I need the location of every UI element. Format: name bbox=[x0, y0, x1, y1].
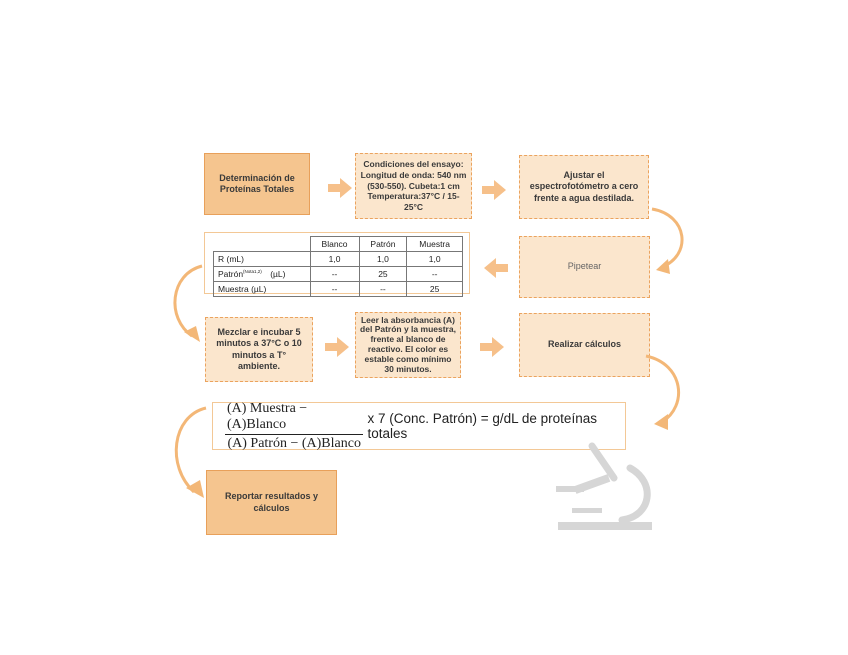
table-row bbox=[214, 282, 463, 297]
ajustar-box bbox=[519, 155, 649, 219]
condiciones-box bbox=[355, 153, 472, 219]
curved-arrow-icon bbox=[166, 262, 208, 348]
table-header-cell bbox=[214, 237, 311, 252]
table-row bbox=[214, 252, 463, 267]
table-cell: Muestra (µL) bbox=[214, 282, 311, 297]
table-cell: -- bbox=[359, 282, 407, 297]
right-arrow-icon bbox=[482, 180, 506, 200]
table-cell: -- bbox=[407, 267, 463, 282]
formula-rest: x 7 (Conc. Patrón) = g/dL de proteínas totales bbox=[367, 411, 597, 441]
ajustar-label: Ajustar el espectrofotómetro a cero frente a agua destilada. bbox=[529, 170, 639, 203]
mezclar-box bbox=[205, 317, 313, 382]
right-arrow-icon bbox=[328, 178, 352, 198]
left-arrow-icon bbox=[484, 258, 508, 278]
table-cell: -- bbox=[310, 267, 359, 282]
realizar-label: Realizar cálculos bbox=[547, 339, 622, 350]
table-cell bbox=[214, 267, 311, 282]
patron-label: Patrón bbox=[218, 269, 244, 279]
pipetear-label: Pipetear bbox=[567, 261, 602, 272]
formula-numerator: (A) Muestra − (A)Blanco bbox=[225, 401, 363, 435]
determinacion-label: Determinación de Proteínas Totales bbox=[219, 172, 295, 194]
table-header-cell: Blanco bbox=[310, 237, 359, 252]
table-cell: 25 bbox=[407, 282, 463, 297]
formula-fraction bbox=[225, 401, 363, 452]
mezclar-label: Mezclar e incubar 5 minutos a 37°C o 10 minutos a T° ambiente. bbox=[216, 327, 302, 371]
pipetear-box bbox=[519, 236, 650, 298]
leer-box bbox=[355, 312, 461, 378]
table-cell: 1,0 bbox=[407, 252, 463, 267]
table-cell: 25 bbox=[359, 267, 407, 282]
curved-arrow-icon bbox=[648, 205, 690, 277]
table-header-cell: Muestra bbox=[407, 237, 463, 252]
determinacion-box bbox=[204, 153, 310, 215]
condiciones-label: Condiciones del ensayo: Longitud de onda: 540 nm (530-550). Cubeta:1 cm Temperatura:37°C / 15-25°C bbox=[360, 159, 467, 212]
leer-label: Leer la absorbancia (A) del Patrón y la muestra, frente al blanco de reactivo. El color es estable como mínimo 30 minutos. bbox=[360, 314, 456, 374]
realizar-box bbox=[519, 313, 650, 377]
right-arrow-icon bbox=[325, 337, 349, 357]
table-cell: -- bbox=[310, 282, 359, 297]
patron-superscript: (Nota1,2) bbox=[243, 269, 262, 275]
curved-arrow-icon bbox=[640, 352, 686, 432]
pipetting-table bbox=[213, 236, 463, 297]
patron-unit: (µL) bbox=[270, 269, 286, 279]
table-cell: R (mL) bbox=[214, 252, 311, 267]
formula-denominator: (A) Patrón − (A)Blanco bbox=[227, 435, 361, 451]
reportar-box bbox=[206, 470, 337, 535]
right-arrow-icon bbox=[480, 337, 504, 357]
table-cell: 1,0 bbox=[310, 252, 359, 267]
reportar-label: Reportar resultados y cálculos bbox=[224, 491, 319, 513]
microscope-icon bbox=[552, 438, 662, 534]
table-cell: 1,0 bbox=[359, 252, 407, 267]
pipetting-table-panel bbox=[204, 232, 470, 294]
table-header-cell: Patrón bbox=[359, 237, 407, 252]
table-row bbox=[214, 267, 463, 282]
